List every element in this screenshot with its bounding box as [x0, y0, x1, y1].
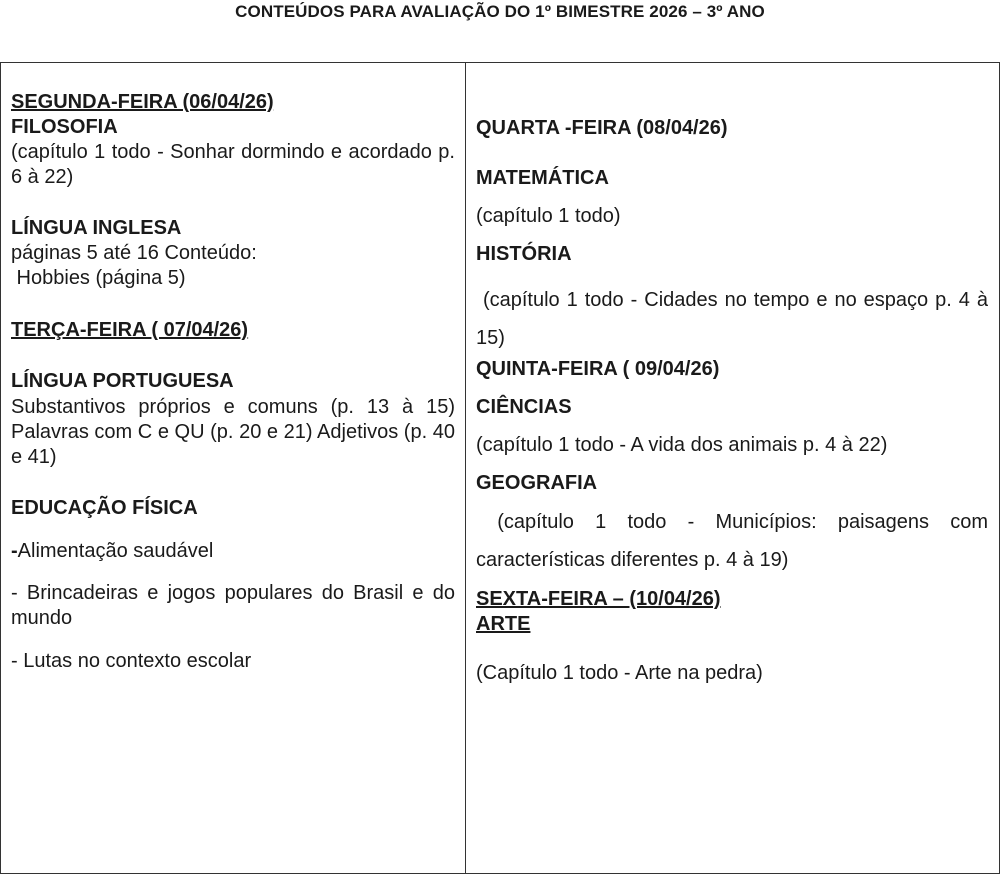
arte-title: ARTE [476, 613, 531, 635]
tuesday-heading: TERÇA-FEIRA ( 07/04/26) [11, 319, 249, 341]
edfisica-item1-text: Alimentação saudável [17, 540, 214, 562]
filosofia-text: (capítulo 1 todo - Sonhar dormindo e acordado p. 6 à 22) [11, 141, 455, 188]
thursday-heading: QUINTA-FEIRA ( 09/04/26) [476, 358, 720, 380]
page-title: CONTEÚDOS PARA AVALIAÇÃO DO 1º BIMESTRE 2026 – 3º ANO [235, 2, 765, 21]
arte-text: (Capítulo 1 todo - Arte na pedra) [476, 662, 763, 684]
geografia-line1: (capítulo 1 todo - Municípios: paisagens com [476, 511, 989, 533]
monday-heading: SEGUNDA-FEIRA (06/04/26) [11, 91, 274, 113]
matematica-text: (capítulo 1 todo) [476, 205, 621, 227]
edfisica-item2: - Brincadeiras e jogos populares do Brasil e do mundo [11, 582, 455, 629]
geografia-title: GEOGRAFIA [476, 472, 598, 494]
filosofia-title: FILOSOFIA [11, 116, 118, 138]
portugues-title: LÍNGUA PORTUGUESA [11, 370, 234, 392]
historia-text: (capítulo 1 todo - Cidades no tempo e no espaço p. 4 à 15) [476, 289, 994, 349]
ingles-title: LÍNGUA INGLESA [11, 217, 182, 239]
edfisica-item3: - Lutas no contexto escolar [11, 650, 252, 672]
friday-heading: SEXTA-FEIRA – (10/04/26) [476, 588, 721, 610]
ingles-line2: Hobbies (página 5) [11, 267, 186, 289]
column-divider [465, 62, 466, 874]
ciencias-text: (capítulo 1 todo - A vida dos animais p. 4 à 22) [476, 434, 888, 456]
wednesday-heading: QUARTA -FEIRA (08/04/26) [476, 117, 728, 139]
ciencias-title: CIÊNCIAS [476, 396, 572, 418]
edfisica-item1-dash: - [11, 540, 18, 562]
ingles-line1: páginas 5 até 16 Conteúdo: [11, 242, 257, 264]
portugues-text: Substantivos próprios e comuns (p. 13 à 15) Palavras com C e QU (p. 20 e 21) Adjetivos (p. 40 e 41) [11, 396, 455, 468]
historia-title: HISTÓRIA [476, 243, 572, 265]
edfisica-item1 [11, 539, 455, 564]
edfisica-title: EDUCAÇÃO FÍSICA [11, 497, 198, 519]
geografia-line2: características diferentes p. 4 à 19) [476, 549, 789, 571]
matematica-title: MATEMÁTICA [476, 167, 609, 189]
